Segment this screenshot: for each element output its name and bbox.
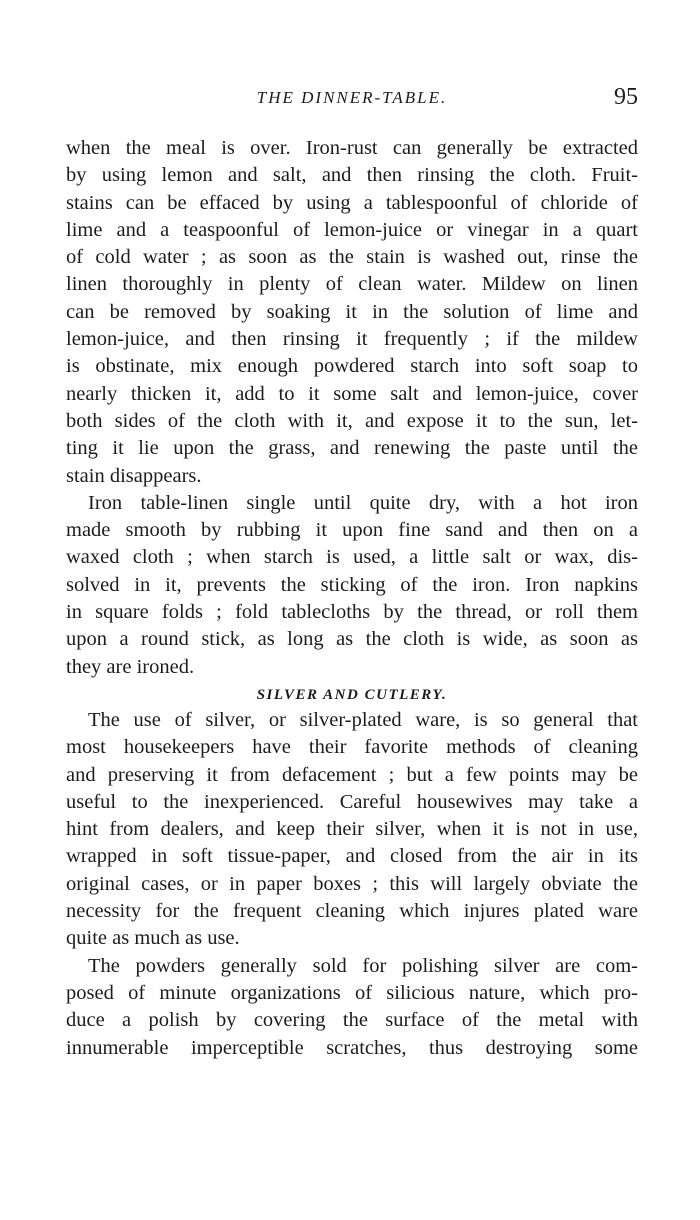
body-text <box>66 135 638 1062</box>
text-line: Iron table-linen single until quite dry, with a hot iron <box>88 491 638 514</box>
page-number: 95 <box>614 84 638 110</box>
text-line: by using lemon and salt, and then rinsing the cloth. Fruit- <box>66 164 638 187</box>
text-line: useful to the inexperienced. Careful housewives may take a <box>66 790 638 813</box>
text-line: stain disappears. <box>66 464 202 487</box>
paragraph <box>66 490 638 681</box>
text-line: nearly thicken it, add to it some salt and lemon-juice, cover <box>66 382 638 405</box>
text-line: duce a polish by covering the surface of the metal with <box>66 1009 638 1032</box>
text-line: waxed cloth ; when starch is used, a little salt or wax, dis- <box>66 546 638 569</box>
running-title: THE DINNER-TABLE. <box>256 88 448 107</box>
text-line: in square folds ; fold tablecloths by the thread, or roll them <box>66 601 638 624</box>
text-line: upon a round stick, as long as the cloth is wide, as soon as <box>66 628 638 651</box>
text-line: made smooth by rubbing it upon fine sand and then on a <box>66 519 638 542</box>
text-line: when the meal is over. Iron-rust can generally be extracted <box>66 137 638 159</box>
text-line: hint from dealers, and keep their silver, when it is not in use, <box>66 818 638 841</box>
text-line: can be removed by soaking it in the solution of lime and <box>66 300 638 323</box>
paragraph <box>66 135 638 490</box>
text-line: posed of minute organizations of silicious nature, which pro- <box>66 981 638 1004</box>
paragraph <box>66 953 638 1062</box>
text-line: linen thoroughly in plenty of clean water. Mildew on linen <box>66 273 638 296</box>
text-line: original cases, or in paper boxes ; this will largely obviate the <box>66 872 638 895</box>
text-line: stains can be effaced by using a tablespoonful of chloride of <box>66 191 638 214</box>
text-line: solved in it, prevents the sticking of the iron. Iron napkins <box>66 573 638 596</box>
text-line: necessity for the frequent cleaning which injures plated ware <box>66 900 638 923</box>
text-line: ting it lie upon the grass, and renewing the paste until the <box>66 437 638 460</box>
text-line: is obstinate, mix enough powdered starch into soft soap to <box>66 355 638 378</box>
text-line: most housekeepers have their favorite methods of cleaning <box>66 736 638 759</box>
text-line: lemon-juice, and then rinsing it frequently ; if the mildew <box>66 328 638 351</box>
text-line: innumerable imperceptible scratches, thus destroying some <box>66 1036 638 1059</box>
section-heading: SILVER AND CUTLERY. <box>256 686 448 703</box>
text-line: of cold water ; as soon as the stain is washed out, rinse the <box>66 246 638 269</box>
text-line: wrapped in soft tissue-paper, and closed from the air in its <box>66 845 638 868</box>
text-line: and preserving it from defacement ; but a few points may be <box>66 763 638 786</box>
text-line: The use of silver, or silver-plated ware, is so general that <box>88 708 638 731</box>
paragraph <box>66 707 638 953</box>
running-head <box>66 86 638 116</box>
text-line: lime and a teaspoonful of lemon-juice or vinegar in a quart <box>66 218 638 241</box>
text-line: both sides of the cloth with it, and expose it to the sun, let- <box>66 409 638 432</box>
text-line: quite as much as use. <box>66 927 240 950</box>
text-line: The powders generally sold for polishing silver are com- <box>88 954 638 977</box>
text-line: they are ironed. <box>66 655 195 678</box>
